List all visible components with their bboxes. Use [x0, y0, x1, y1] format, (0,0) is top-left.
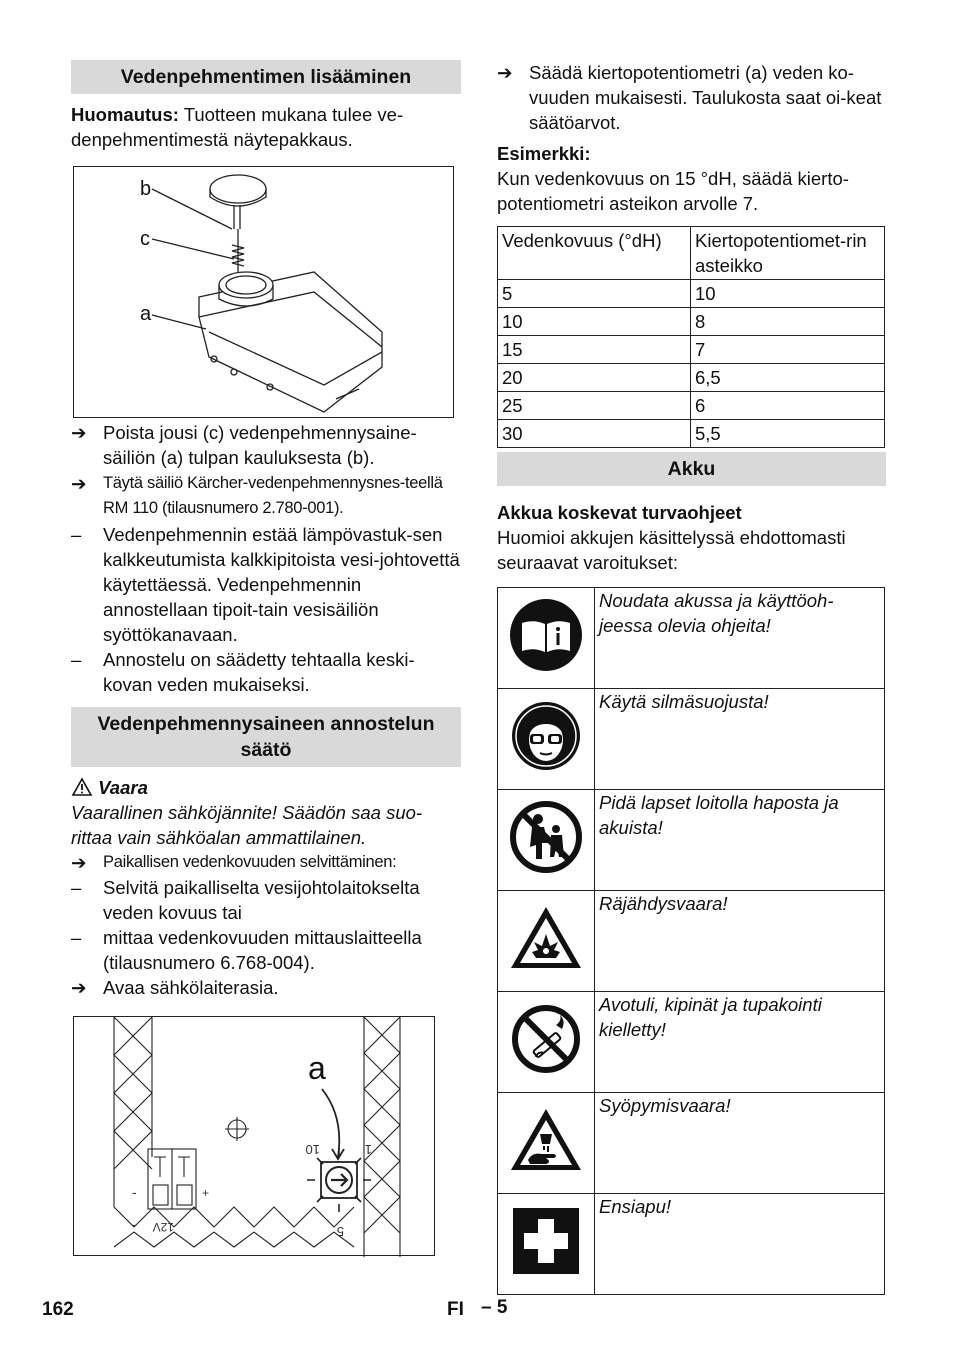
softener-tank-drawing [74, 167, 455, 419]
warning-triangle-icon [71, 777, 93, 797]
step-measure-hardness: – mittaa vedenkovuuden mittauslaitteella (tilausnumero 6.768-004). [71, 927, 422, 973]
corrosive-icon [508, 1106, 584, 1174]
safety-text: Noudata akussa ja käyttöoh-jeessa olevia ohjeita! [595, 588, 885, 689]
note-factory-setting: – Annostelu on säädetty tehtaalla keski-kovan veden mukaiseksi. [71, 649, 415, 695]
safety-table [497, 587, 885, 1295]
section-title-dosing: Vedenpehmennysaineen annostelun säätö [71, 707, 461, 767]
safety-row [498, 992, 885, 1093]
safety-text: Ensiapu! [595, 1194, 885, 1295]
manual-icon [508, 597, 584, 673]
table-row: 20 6,5 [498, 364, 885, 392]
fig2-plus: + [202, 1186, 210, 1200]
footer-subpage: – 5 [481, 1297, 508, 1318]
fig2-scale-5: 5 [336, 1224, 344, 1239]
fig2-label-a: a [308, 1050, 326, 1086]
safety-text: Avotuli, kipinät ja tupakointi kielletty! [595, 992, 885, 1093]
right-column [497, 60, 886, 1295]
safety-text: Räjähdysvaara! [595, 891, 885, 992]
explosion-icon [508, 904, 584, 972]
left-column [71, 60, 461, 1256]
battery-subtitle: Akkua koskevat turvaohjeet [497, 502, 742, 523]
step-ask-waterworks: – Selvitä paikalliselta vesijohtolaitokselta veden kovuus tai [71, 877, 420, 923]
section-title-battery: Akku [497, 452, 886, 486]
fig2-minus-bottom: - [132, 1216, 137, 1232]
safety-row [498, 1093, 885, 1194]
step-adjust-potentiometer: ➔ Säädä kiertopotentiometri (a) veden ko-vuuden mukaisesti. Taulukosta saat oi-keat säätöarvot. [497, 62, 882, 133]
safety-text: Syöpymisvaara! [595, 1093, 885, 1194]
battery-intro: Huomioi akkujen käsittelyssä ehdottomasti seuraavat varoitukset: [497, 527, 846, 573]
warning-label: Vaara [98, 777, 148, 798]
figure-softener-tank [73, 166, 454, 418]
note-paragraph [71, 102, 461, 152]
hardness-table-header [498, 227, 885, 280]
header-scale: Kiertopotentiomet-rin asteikko [691, 227, 885, 280]
safety-text: Pidä lapset loitolla haposta ja akuista! [595, 790, 885, 891]
fig2-minus-top: - [132, 1184, 137, 1200]
fig1-label-a: a [140, 303, 152, 325]
table-row: 15 7 [498, 336, 885, 364]
hardness-table [497, 226, 885, 448]
page-number: 162 [42, 1299, 74, 1320]
table-row: 10 8 [498, 308, 885, 336]
potentiometer-drawing [74, 1017, 436, 1257]
safety-row [498, 891, 885, 992]
step-remove-spring: ➔ Poista jousi (c) vedenpehmennysaine-säiliön (a) tulpan kauluksesta (b). [71, 422, 417, 468]
safety-row [498, 588, 885, 689]
section-title-softener: Vedenpehmentimen lisääminen [71, 60, 461, 94]
fig1-label-c: c [140, 228, 150, 250]
keep-children-away-icon [508, 799, 584, 875]
eye-protection-icon [510, 700, 582, 772]
safety-text: Käytä silmäsuojusta! [595, 689, 885, 790]
note-label: Huomautus: [71, 104, 179, 125]
warning-text: Vaarallinen sähköjännite! Säädön saa suo-rittaa vain sähköalan ammattilainen. [71, 802, 423, 848]
steps-dosing [71, 850, 461, 1000]
first-aid-icon [512, 1207, 580, 1275]
safety-row [498, 790, 885, 891]
footer-language: FI [447, 1299, 464, 1320]
step-check-hardness: ➔ Paikallisen vedenkovuuden selvittäminen: [71, 852, 397, 873]
no-fire-icon [510, 1003, 582, 1075]
table-row: 5 10 [498, 280, 885, 308]
warning-heading [71, 775, 461, 800]
example-text: Kun vedenkovuus on 15 °dH, säädä kierto-potentiometri asteikon arvolle 7. [497, 168, 849, 214]
fig1-label-b: b [140, 178, 152, 200]
fig2-scale-10: 10 [305, 1142, 320, 1157]
header-hardness: Vedenkovuus (°dH) [498, 227, 691, 280]
example-label: Esimerkki: [497, 143, 591, 164]
fig2-scale-1: 1 [364, 1142, 372, 1157]
table-row: 25 6 [498, 392, 885, 420]
step-fill-tank: ➔ Täytä säiliö Kärcher-vedenpehmennysnes-teellä RM 110 (tilausnumero 2.780-001). [71, 473, 443, 517]
note-softener-function: – Vedenpehmennin estää lämpövastuk-sen kalkkeutumista kalkkipitoista vesi-johtovettä käytettäessä. Vedenpehmennin annostellaan tipoit-tain vesisäiliön syöttökanavaan. [71, 524, 460, 645]
steps-softener [71, 420, 461, 697]
safety-row [498, 689, 885, 790]
figure-potentiometer [73, 1016, 435, 1256]
note-text: Tuotteen mukana tulee ve-denpehmentimestä näytepakkaus. [71, 104, 404, 150]
safety-row [498, 1194, 885, 1295]
warning-block [71, 775, 461, 850]
fig2-voltage: 12V [152, 1220, 174, 1234]
table-row: 30 5,5 [498, 420, 885, 448]
step-open-box: ➔ Avaa sähkölaiterasia. [71, 977, 279, 998]
